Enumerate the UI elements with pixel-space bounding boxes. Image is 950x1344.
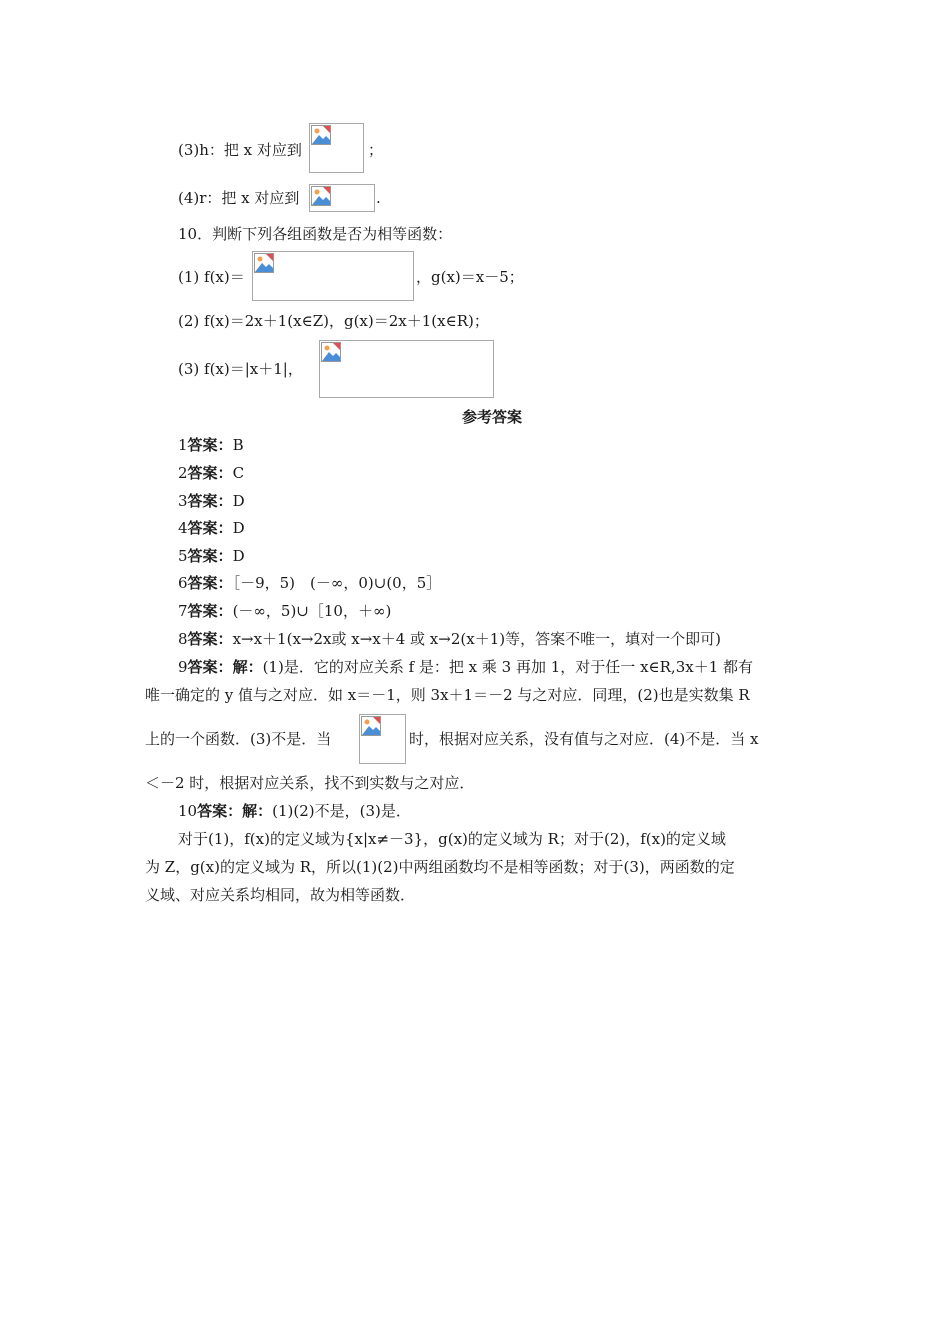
answer-9-line-4: ＜－2 时，根据对应关系，找不到实数与之对应． [145, 774, 475, 792]
formula-image-q10-3 [319, 340, 494, 398]
question-10-1-prefix: (1) f(x)＝ [178, 268, 245, 286]
answer-item: 2答案：C [178, 464, 245, 482]
broken-image-icon [254, 253, 274, 273]
answer-9-line-3a: 上的一个函数．(3)不是．当 [145, 730, 332, 748]
question-10-title: 10．判断下列各组函数是否为相等函数： [178, 225, 453, 243]
answer-item: 3答案：D [178, 492, 245, 510]
answer-item: 6答案：［－9，5) (－∞，0)∪(0，5］ [178, 574, 442, 592]
answer-10-line-2: 为 Z，g(x)的定义域为 R，所以(1)(2)中两组函数均不是相等函数；对于(3)，两函数的定 [145, 858, 735, 876]
answer-10-line-1: 对于(1)，f(x)的定义域为{x|x≠－3}，g(x)的定义域为 R；对于(2)，f(x)的定义域 [178, 830, 726, 848]
question-9-3-prefix: (3)h：把 x 对应到 [178, 141, 302, 159]
question-9-4-suffix: . [376, 189, 381, 207]
question-10-1-suffix: ，g(x)＝x－5； [416, 268, 524, 286]
question-10-2: (2) f(x)＝2x＋1(x∈Z)，g(x)＝2x＋1(x∈R)； [178, 312, 489, 330]
answer-item: 1答案：B [178, 436, 244, 454]
answer-item: 5答案：D [178, 547, 245, 565]
answer-10-line-3: 义域、对应关系均相同，故为相等函数． [145, 886, 416, 904]
answer-item: 7答案：(－∞，5)∪［10，＋∞) [178, 602, 392, 620]
answer-10-summary: 10答案：解：(1)(2)不是，(3)是． [178, 802, 411, 820]
formula-image-q10-1 [252, 251, 414, 301]
question-9-4-prefix: (4)r：把 x 对应到 [178, 189, 300, 207]
formula-image-q9-3 [309, 123, 364, 173]
broken-image-icon [311, 125, 331, 145]
broken-image-icon [311, 186, 331, 206]
broken-image-icon [321, 342, 341, 362]
question-10-3-prefix: (3) f(x)＝|x＋1|， [178, 360, 303, 378]
question-9-4 [178, 188, 299, 208]
broken-image-icon [361, 716, 381, 736]
answer-9-line-2: 唯一确定的 y 值与之对应．如 x＝－1，则 3x＋1＝－2 与之对应．同理，(2)也是实数集 R [145, 686, 750, 704]
answer-9-line-1: 9答案：解：(1)是．它的对应关系 f 是：把 x 乘 3 再加 1，对于任一 x∈R,3x＋1 都有 [178, 658, 754, 676]
answers-heading: 参考答案 [461, 408, 522, 426]
question-9-3 [178, 140, 302, 160]
formula-image-q9-4 [309, 184, 375, 212]
question-9-3-suffix: ； [368, 141, 384, 159]
answer-item: 4答案：D [178, 519, 245, 537]
formula-image-answer-9 [359, 714, 406, 764]
answer-item: 8答案：x→x＋1(x→2x或 x→x＋4 或 x→2(x＋1)等，答案不唯一，填对一个即可) [178, 630, 721, 648]
answer-9-line-3b: 时，根据对应关系，没有值与之对应．(4)不是．当 x [409, 730, 759, 748]
